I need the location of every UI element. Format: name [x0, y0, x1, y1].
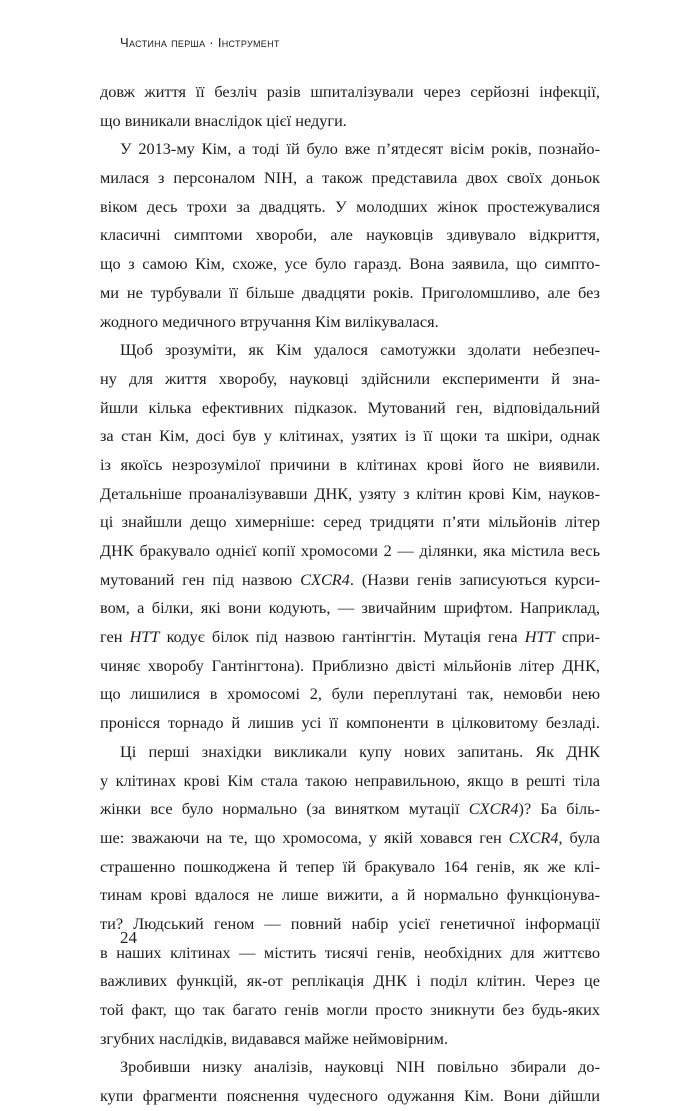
text-line: ДНК бракувало однієї копії хромосоми 2 — ділянки, яка містила весь: [100, 541, 600, 560]
text-line: довж життя її безліч разів шпиталізували через серйозні інфекції,: [100, 82, 600, 101]
header-section: Інструмент: [217, 35, 280, 50]
page-number: 24: [120, 928, 137, 947]
text-line: що з самою Кім, схоже, усе було гаразд. Вона заявила, що симпто-: [100, 254, 600, 274]
text-line: ген HTT кодує білок під назвою гантінгтін. Мутація гена HTT спри-: [100, 627, 600, 647]
text-line: ше: зважаючи на те, що хромосома, у якій ховався ген CXCR4, була: [100, 827, 600, 847]
text-line: пронісся торнадо й лишив усі її компоненти в цілковитому безладі.: [100, 713, 600, 733]
text-line: милася з персоналом NIH, а також представила двох своїх доньок: [100, 168, 600, 188]
text-line: ми не турбували її більше двадцяти років. Приголомшливо, але без: [100, 282, 600, 302]
text-line: той факт, що так багато генів могли просто зникнути без будь-яких: [100, 1000, 600, 1019]
text-line: тинам крові вдалося не лише вижити, а й нормально функціонува-: [100, 885, 600, 905]
text-line: у клітинах крові Кім стала такою неправильною, якщо в решті тіла: [100, 770, 600, 790]
text-line: Зробивши низку аналізів, науковці NIH повільно збирали до-: [120, 1057, 600, 1077]
text-line: Щоб зрозуміти, як Кім удалося самотужки здолати небезпеч-: [120, 340, 600, 360]
text-line: із якоїсь незрозумілої причини в клітинах крові його не виявили.: [100, 454, 600, 474]
text-line: класичні симптоми хвороби, але науковців здивувало відкриття,: [100, 225, 600, 245]
text-line: згубних наслідків, видавався майже неймовірним.: [100, 1028, 449, 1048]
body-text: [100, 78, 600, 1111]
text-line: жінки все було нормально (за винятком мутації CXCR4)? Ба біль-: [100, 799, 600, 819]
text-line: страшенно пошкоджена й тепер їй бракувало 164 генів, як же клі-: [100, 856, 600, 876]
text-line: за стан Кім, досі був у клітинах, узятих із її щоки та шкіри, однак: [100, 426, 600, 446]
text-line: що виникали внаслідок цієї недуги.: [100, 110, 347, 130]
text-line: У 2013-му Кім, а тоді їй було вже п’ятдесят вісім років, познайо-: [120, 139, 600, 159]
text-line: купи фрагменти пояснення чудесного одужання Кім. Вони дійшли: [100, 1086, 600, 1106]
text-line: що лишилися в хромосомі 2, були переплутані так, немовби нею: [100, 684, 600, 704]
text-line: важливих функцій, як-от реплікація ДНК і поділ клітин. Через це: [100, 971, 600, 991]
text-line: йшли кілька ефективних підказок. Мутований ген, відповідальний: [100, 397, 600, 417]
text-line: мутований ген під назвою CXCR4. (Назви генів записуються курси-: [100, 569, 601, 589]
header-separator: ·: [205, 35, 218, 50]
text-line: ці знайшли дещо химерніше: серед тридцяти п’яти мільйонів літер: [100, 512, 600, 532]
text-line: ти? Людський геном — повний набір усієї генетичної інформації: [100, 913, 600, 933]
text-line: віком десь трохи за двадцять. У молодших жінок простежувалися: [100, 196, 600, 216]
header-part: Частина перша: [120, 35, 206, 50]
text-line: ну для життя хворобу, науковці здійснили експерименти й зна-: [100, 368, 600, 388]
text-line: чиняє хворобу Гантінгтона). Приблизно двісті мільйонів літер ДНК,: [100, 655, 600, 675]
text-line: вом, а білки, які вони кодують, — звичайним шрифтом. Наприклад,: [100, 598, 600, 618]
text-line: Ці перші знахідки викликали купу нових запитань. Як ДНК: [120, 741, 600, 761]
text-line: жодного медичного втручання Кім вилікувалася.: [100, 311, 439, 331]
running-header: [120, 35, 280, 50]
text-line: в наших клітинах — містить тисячі генів, необхідних для життєво: [100, 942, 600, 962]
text-line: Детальніше проаналізувавши ДНК, узяту з клітин крові Кім, науков-: [100, 483, 600, 503]
